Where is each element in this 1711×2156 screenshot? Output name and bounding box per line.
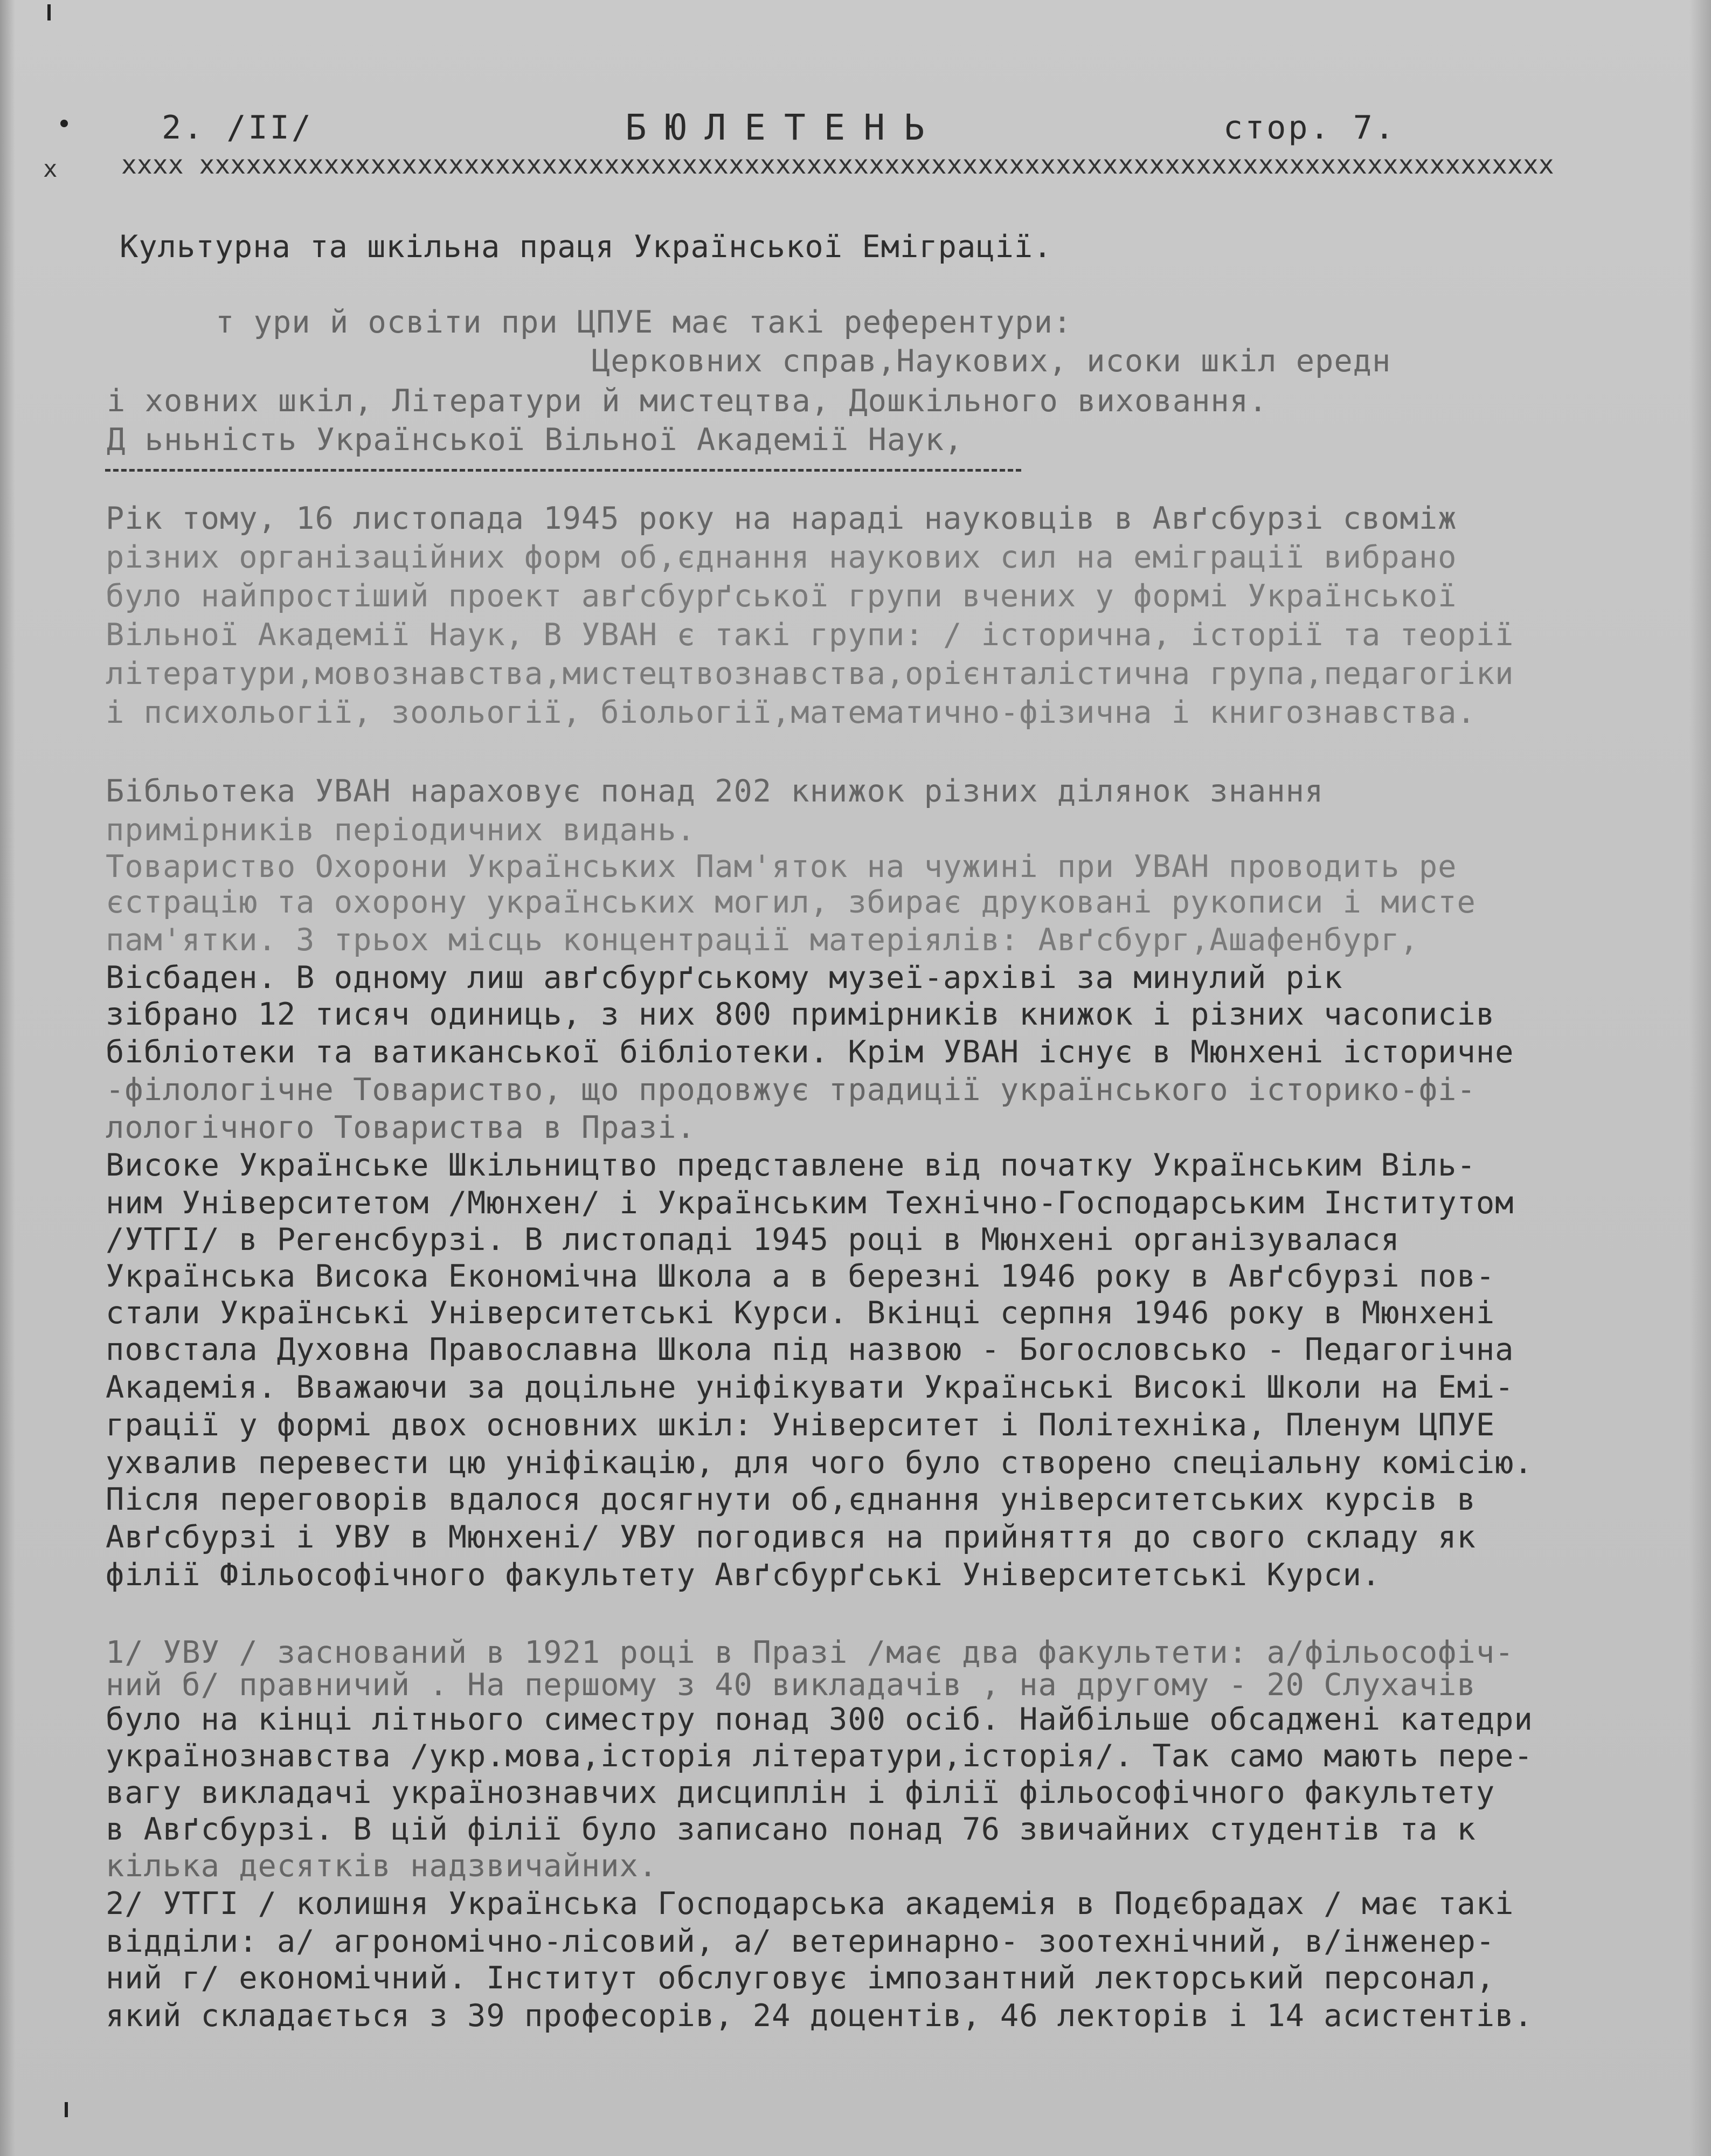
issue-number: 2. /II/ bbox=[162, 109, 313, 147]
intro-line: і ховних шкіл, Літератури й мистецтва, Дошкільного виховання. bbox=[107, 383, 1268, 419]
uvu-line: було на кінці літнього симестру понад 300 осіб. Найбільше обсаджені катедри bbox=[106, 1702, 1533, 1737]
scan-edge-left bbox=[0, 0, 15, 2156]
intro-line: т ури й освіти при ЦПУЕ має такі референтури: bbox=[216, 305, 1072, 340]
schools-line: Після переговорів вдалося досягнути об,єднання університетських курсів в bbox=[106, 1482, 1476, 1517]
utgi-line: 2/ УТГІ / колишня Українська Господарська академія в Подєбрадах / має такі bbox=[106, 1886, 1514, 1922]
punch-mark bbox=[65, 2102, 68, 2117]
library-line: зібрано 12 тисяч одиниць, з них 800 примірників книжок і різних часописів bbox=[106, 997, 1495, 1032]
library-line: бібліотеки та ватиканської бібліотеки. Крім УВАН існує в Мюнхені історичне bbox=[106, 1034, 1514, 1070]
uvan-line: і психольогії, зоольогії, біольогії,математично-фізична і книгознавства. bbox=[106, 695, 1476, 730]
uvan-line: літератури,мовознавства,мистецтвознавства,орієнталістична група,педагогіки bbox=[106, 656, 1514, 692]
schools-line: ухвалив перевести цю уніфікацію, для чого було створено спеціальну комісію. bbox=[106, 1445, 1533, 1481]
uvan-line: було найпростіший проект авґсбурґської групи вчених у формі Української bbox=[106, 578, 1457, 614]
utgi-line: ний г/ економічний. Інститут обслуговує імпозантний лекторський персонал, bbox=[106, 1960, 1495, 1996]
library-line: єстрацію та охорону українських могил, збирає друковані рукописи і мисте bbox=[106, 884, 1476, 920]
bulletin-title: БЮЛЕТЕНЬ bbox=[625, 107, 943, 148]
schools-line: Українська Висока Економічна Школа а в березні 1946 року в Авґсбурзі пов- bbox=[106, 1259, 1495, 1294]
scan-edge-right bbox=[1689, 0, 1711, 2156]
schools-line: Високе Українське Шкільництво представлене від початку Українським Віль- bbox=[106, 1148, 1476, 1183]
uvu-line: українознавства /укр.мова,історія літератури,історія/. Так само мають пере- bbox=[106, 1738, 1533, 1774]
schools-line: Авґсбурзі і УВУ в Мюнхені/ УВУ погодився на прийняття до свого складу як bbox=[106, 1519, 1476, 1555]
library-line: Товариство Охорони Українських Пам'яток на чужині при УВАН проводить ре bbox=[106, 849, 1457, 884]
library-line: пам'ятки. З трьох місць концентрації матеріялів: Авґсбург,Ашафенбург, bbox=[106, 922, 1419, 958]
schools-line: повстала Духовна Православна Школа під назвою - Богословсько - Педагогічна bbox=[106, 1332, 1514, 1367]
schools-line: /УТГІ/ в Регенсбурзі. В листопаді 1945 році в Мюнхені організувалася bbox=[106, 1222, 1400, 1257]
library-line: Бібльотека УВАН нараховує понад 202 книжок різних ділянок знання bbox=[106, 773, 1324, 809]
library-line: лологічного Товариства в Празі. bbox=[106, 1110, 696, 1145]
library-line: -філологічне Товариство, що продовжує традиції українського історико-фі- bbox=[106, 1072, 1476, 1108]
page-header bbox=[0, 97, 1711, 151]
uvu-line: в Авґсбурзі. В цій філії було записано понад 76 звичайних студентів та к bbox=[106, 1812, 1476, 1847]
margin-mark: x bbox=[43, 155, 58, 183]
uvu-line: 1/ УВУ / заснований в 1921 році в Празі /має два факультети: а/фільософіч- bbox=[106, 1635, 1514, 1670]
schools-line: стали Українські Університетські Курси. Вкінці серпня 1946 року в Мюнхені bbox=[106, 1295, 1495, 1331]
section-divider bbox=[105, 469, 1021, 472]
library-line: примірників періодичних видань. bbox=[106, 812, 696, 848]
punch-mark bbox=[47, 4, 51, 20]
uvu-line: кілька десятків надзвичайних. bbox=[106, 1848, 658, 1884]
schools-line: філії Фільософічного факультету Авґсбурґські Університетські Курси. bbox=[106, 1557, 1381, 1593]
utgi-line: відділи: а/ агрономічно-лісовий, а/ ветеринарно- зоотехнічний, в/інженер- bbox=[106, 1924, 1495, 1959]
uvan-line: різних організаційних форм об,єднання наукових сил на еміграції вибрано bbox=[106, 540, 1457, 575]
schools-line: Академія. Вважаючи за доцільне уніфікувати Українські Високі Школи на Емі- bbox=[106, 1370, 1514, 1405]
uvan-line: Рік тому, 16 листопада 1945 року на нараді науковців в Авґсбурзі своміж bbox=[106, 501, 1457, 536]
uvu-line: вагу викладачі українознавчих дисциплін і філії фільософічного факультету bbox=[106, 1775, 1495, 1811]
schools-line: ним Університетом /Мюнхен/ і Українським Технічно-Господарським Інститутом bbox=[106, 1185, 1514, 1221]
library-line: Вісбаден. В одному лиш авґсбурґському музеї-архіві за минулий рік bbox=[106, 960, 1343, 996]
schools-line: грації у формі двох основних шкіл: Університет і Політехніка, Пленум ЦПУЕ bbox=[106, 1407, 1495, 1443]
uvan-line: Вільної Академії Наук, В УВАН є такі групи: / історична, історії та теорії bbox=[106, 617, 1514, 653]
section-title: Культурна та шкільна праця Української Еміграції. bbox=[120, 229, 1052, 265]
page-number: стор. 7. bbox=[1223, 109, 1396, 147]
intro-line: Д ьньність Української Вільної Академії Наук, bbox=[107, 422, 964, 458]
intro-line: Церковних справ,Наукових, исоки шкіл ередн bbox=[592, 343, 1391, 379]
utgi-line: який складається з 39 професорів, 24 доцентів, 46 лекторів і 14 асистентів. bbox=[106, 1998, 1533, 2034]
header-separator: xxxx xxxxxxxxxxxxxxxxxxxxxxxxxxxxxxxxxxxxxxxxxxxxxxxxxxxxxxxxxxxxxxxxxxxxxxxxxxxxxxxxxxxxxxx bbox=[121, 150, 1554, 180]
uvu-line: ний б/ правничий . На першому з 40 викладачів , на другому - 20 Слухачів bbox=[106, 1667, 1476, 1703]
